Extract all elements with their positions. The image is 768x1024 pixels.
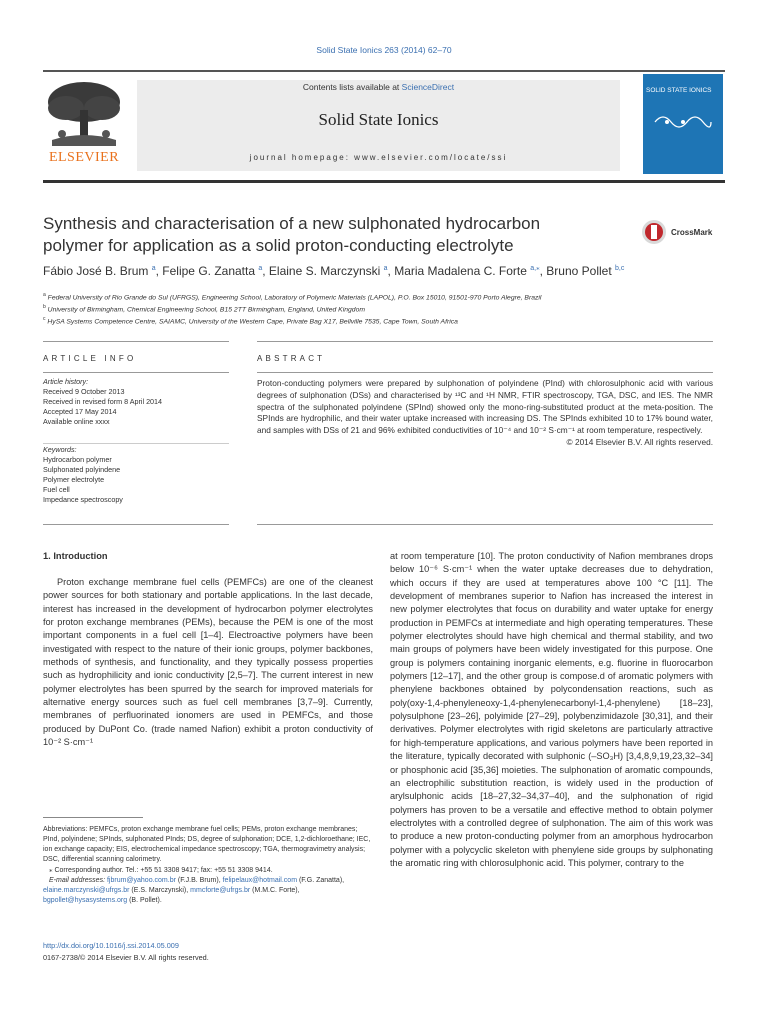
article-info-rule-bottom xyxy=(43,524,229,525)
author-separator: , xyxy=(155,264,163,278)
intro-right-column: at room temperature [10]. The proton conductivity of Nafion membranes drops below 10⁻⁶ S·cm⁻¹ when the water uptake decreases due to dehydration, which occurs if they are used at temperatures above 100 °C [11]. The development of membranes superior to Nafion has increased the interest in new polymer electrolytes that focus on durability and water uptake for energy production in PEMFCs at intermediate and high operating temperatures. These polymer electrolytes should have high chemical and thermal stability, and two main groups of polymers have been widely investigated for this purpose. One group is polymers containing inorganic elements, e.g. fluorine in fluorocarbon polymers [12–17], and the other group is compose.d of aromatic polymers with phenylene backbones obtained by polycondensation reactions, such as poly(oxy-1,4-phenyleneoxy-1,4-phenylenecarbonyl-1,4-phenylene) [18–23], polysulphone [23–26], polyimide [27–29], polybenzimidazole [30,31], and their derivatives. Polymer electrolytes with rigid skeletons are particularly attractive for high-temperature applications, and various polymers have been reported in the literature, typically decorated with sulphonic (–SO₃H) [3,4,8,9,19,23,32–34] or phosphonic acid [35,36] moieties. The sulphonation of aromatic compounds, an electrophilic substitution reaction, is widely used in the production of arylsulphonic acids [18–27,32–34,37–40], and the sulphonation of rigid polymers has proven to be a versatile and effective method to obtain polymer electrolytes with a controlled degree of sulphonation. The aim of this work was to produce a new proton-conducting polymer from an amorphous hydrocarbon polymer with a polycyclic skeleton with phenylene side groups by sulphonating the aromatic ring with chlorosulphonic acid. This polymer, contrary to the xyxy=(390,551,713,868)
contents-prefix: Contents lists available at xyxy=(302,82,402,92)
journal-title: Solid State Ionics xyxy=(318,110,439,129)
email-owner: (F.J.B. Brum), xyxy=(175,876,223,884)
abstract-rule-mid xyxy=(257,372,713,373)
copyright-line: © 2014 Elsevier B.V. All rights reserved. xyxy=(566,436,713,447)
email-link[interactable]: felipelaux@hotmail.com xyxy=(222,876,298,884)
keyword: Polymer electrolyte xyxy=(43,475,105,485)
abstract-rule-top xyxy=(257,341,713,342)
keyword: Fuel cell xyxy=(43,485,70,495)
author-affiliation-mark[interactable]: a xyxy=(383,265,388,272)
keywords-label: Keywords: xyxy=(43,445,77,454)
footnote-rule xyxy=(43,817,143,818)
doi-link[interactable]: http://dx.doi.org/10.1016/j.ssi.2014.05.009 xyxy=(43,941,179,950)
email-owner: (B. Pollet). xyxy=(127,896,162,904)
abstract-text: Proton-conducting polymers were prepared by sulphonation of polyindene (PInd) with chlorosulphonic acid with various degrees of sulphonation (DSs) and characterised by ¹³C and ¹H NMR, FTIR spectroscopy, TGA, DSC, and IES. The NMR spectra of the sulphonated polyindene (SPInd) showed only the mono-ring-substituted product at the meta-position. The SPInds are hydrophilic, and their water uptake increased with increasing DS. The SPInds exhibited 10 to 17% bound water, and samples with DSs of 21 and 96% exhibited conductivities of 10⁻⁴ and 10⁻² S·cm⁻¹ at room temperature, respectively. xyxy=(257,378,713,436)
article-title: Synthesis and characterisation of a new sulphonated hydrocarbon polymer for application as a solid proton-conducting electrolyte xyxy=(43,214,541,255)
affiliation xyxy=(43,316,733,325)
keyword: Sulphonated polyindene xyxy=(43,465,121,475)
corresponding-author-note: ⁎ Corresponding author. Tel.: +55 51 3308 9417; fax: +55 51 3308 9414. xyxy=(49,866,273,874)
keywords-block xyxy=(43,445,233,505)
affiliation-text: University of Birmingham, Chemical Engineering School, B15 2TT Birmingham, England, United Kingdom xyxy=(45,306,366,314)
email-link[interactable]: mmcforte@ufrgs.br xyxy=(190,886,251,894)
email-owner: (E.S. Marczynski), xyxy=(129,886,191,894)
issn-line: 0167-2738/© 2014 Elsevier B.V. All rights reserved. xyxy=(43,953,209,962)
affiliation xyxy=(43,304,733,313)
affiliation xyxy=(43,292,733,301)
author-affiliation-mark[interactable]: a xyxy=(258,265,263,272)
author-affiliation-mark[interactable]: a xyxy=(151,265,156,272)
email-addresses xyxy=(43,876,373,906)
author-separator: , xyxy=(387,264,395,278)
crossmark-label: CrossMark xyxy=(671,227,713,237)
cover-wave-icon xyxy=(653,112,713,132)
header-rule-top xyxy=(43,70,725,72)
history-item: Available online xxxx xyxy=(43,417,110,427)
cover-title: SOLID STATE IONICS xyxy=(646,87,712,94)
article-info-heading: ARTICLE INFO xyxy=(43,354,137,363)
affiliation-key: a xyxy=(43,292,46,298)
elsevier-wordmark: ELSEVIER xyxy=(48,150,120,165)
email-label: E-mail addresses: xyxy=(49,876,107,884)
header-rule-bottom xyxy=(43,180,725,183)
abstract-text-block xyxy=(257,378,713,449)
journal-reference-link[interactable]: Solid State Ionics 263 (2014) 62–70 xyxy=(316,45,452,55)
contents-line xyxy=(137,82,620,92)
author-list xyxy=(43,264,733,278)
history-item: Received 9 October 2013 xyxy=(43,387,125,397)
intro-left-column: Proton exchange membrane fuel cells (PEMFCs) are one of the cleanest power sources for both stationary and portable applications. In the last decade, interest has increased in the development of hydrocarbon polymer electrolytes for proton exchange membranes (PEMs), because the PEM is one of the most important components in a fuel cell [1–4]. Electroactive polymers have been investigated with respect to the nature of their ionic groups, polymer backbones, methods of synthesis, and functionality, and they typically possess properties such as hydrophilicity and ionic conductivity [2,5–7]. The current interest in new polymer electrolytes has been spurred by the search for improved materials for alternative energy sources such as fuel cell membranes [3,7–9]. Currently, membranes of perfluorinated ionomers are used in PEMFCs, and those produced by DuPont Co. (trade named Nafion) exhibit a proton conductivity of 10⁻² S·cm⁻¹ xyxy=(43,577,373,748)
email-link[interactable]: elaine.marczynski@ufrgs.br xyxy=(43,886,130,894)
author-name[interactable]: Felipe G. Zanatta xyxy=(162,264,259,278)
abbreviations-note: Abbreviations: PEMFCs, proton exchange membrane fuel cells; PEMs, proton exchange membranes; PInd, polyindene; SPInds, sulphonated PInds; DS, degree of sulphonation; DCE, 1,2-dichloroethane; IEC, ion exchange capacity; EIS, electrochemical impedance spectroscopy; TGA, thermogravimetry analysis; DSC, differential scanning calorimetry. xyxy=(43,826,371,864)
affiliation-key: c xyxy=(43,316,46,322)
author-affiliation-mark[interactable]: b,c xyxy=(615,265,625,272)
email-owner: (M.M.C. Forte), xyxy=(250,886,300,894)
crossmark-badge[interactable] xyxy=(641,219,725,245)
author-name[interactable]: Fábio José B. Brum xyxy=(43,264,152,278)
keyword: Hydrocarbon polymer xyxy=(43,455,112,465)
author-name[interactable]: Maria Madalena C. Forte xyxy=(394,264,531,278)
abstract-heading: ABSTRACT xyxy=(257,354,326,363)
elsevier-tree-logo-icon xyxy=(42,78,126,148)
author-name[interactable]: Elaine S. Marczynski xyxy=(268,264,384,278)
affiliation-text: HySA Systems Competence Centre, SAIAMC, University of the Western Cape, Private Bag X17, Bellville 7535, Cape Town, South Africa xyxy=(45,318,458,326)
article-history xyxy=(43,377,233,427)
email-owner: (F.G. Zanatta), xyxy=(297,876,345,884)
keyword: Impedance spectroscopy xyxy=(43,495,123,505)
footnotes xyxy=(43,825,373,906)
affiliation-text: Federal University of Rio Grande do Sul (UFRGS), Engineering School, Laboratory of Polymeric Materials (LAPOL), P.O. Box 15010, 91501-970 Porto Alegre, Brazil xyxy=(45,294,542,302)
article-info-rule-mid xyxy=(43,372,229,373)
sciencedirect-link[interactable]: ScienceDirect xyxy=(401,82,455,92)
history-item: Received in revised form 8 April 2014 xyxy=(43,397,163,407)
history-item: Accepted 17 May 2014 xyxy=(43,407,117,417)
keywords-rule xyxy=(43,443,229,444)
abstract-rule-bottom xyxy=(257,524,713,525)
history-label: Article history: xyxy=(43,377,89,386)
article-info-rule-top xyxy=(43,341,229,342)
crossmark-icon xyxy=(641,219,667,245)
affiliation-key: b xyxy=(43,304,46,310)
email-link[interactable]: fjbrum@yahoo.com.br xyxy=(106,876,176,884)
email-link[interactable]: bgpollet@hysasystems.org xyxy=(43,896,128,904)
author-separator: , xyxy=(539,264,547,278)
author-name[interactable]: Bruno Pollet xyxy=(546,264,615,278)
author-affiliation-mark[interactable]: a,⁎ xyxy=(530,265,540,272)
introduction-heading: 1. Introduction xyxy=(43,551,108,561)
journal-homepage[interactable]: journal homepage: www.elsevier.com/locate/ssi xyxy=(249,153,508,162)
author-separator: , xyxy=(262,264,269,278)
